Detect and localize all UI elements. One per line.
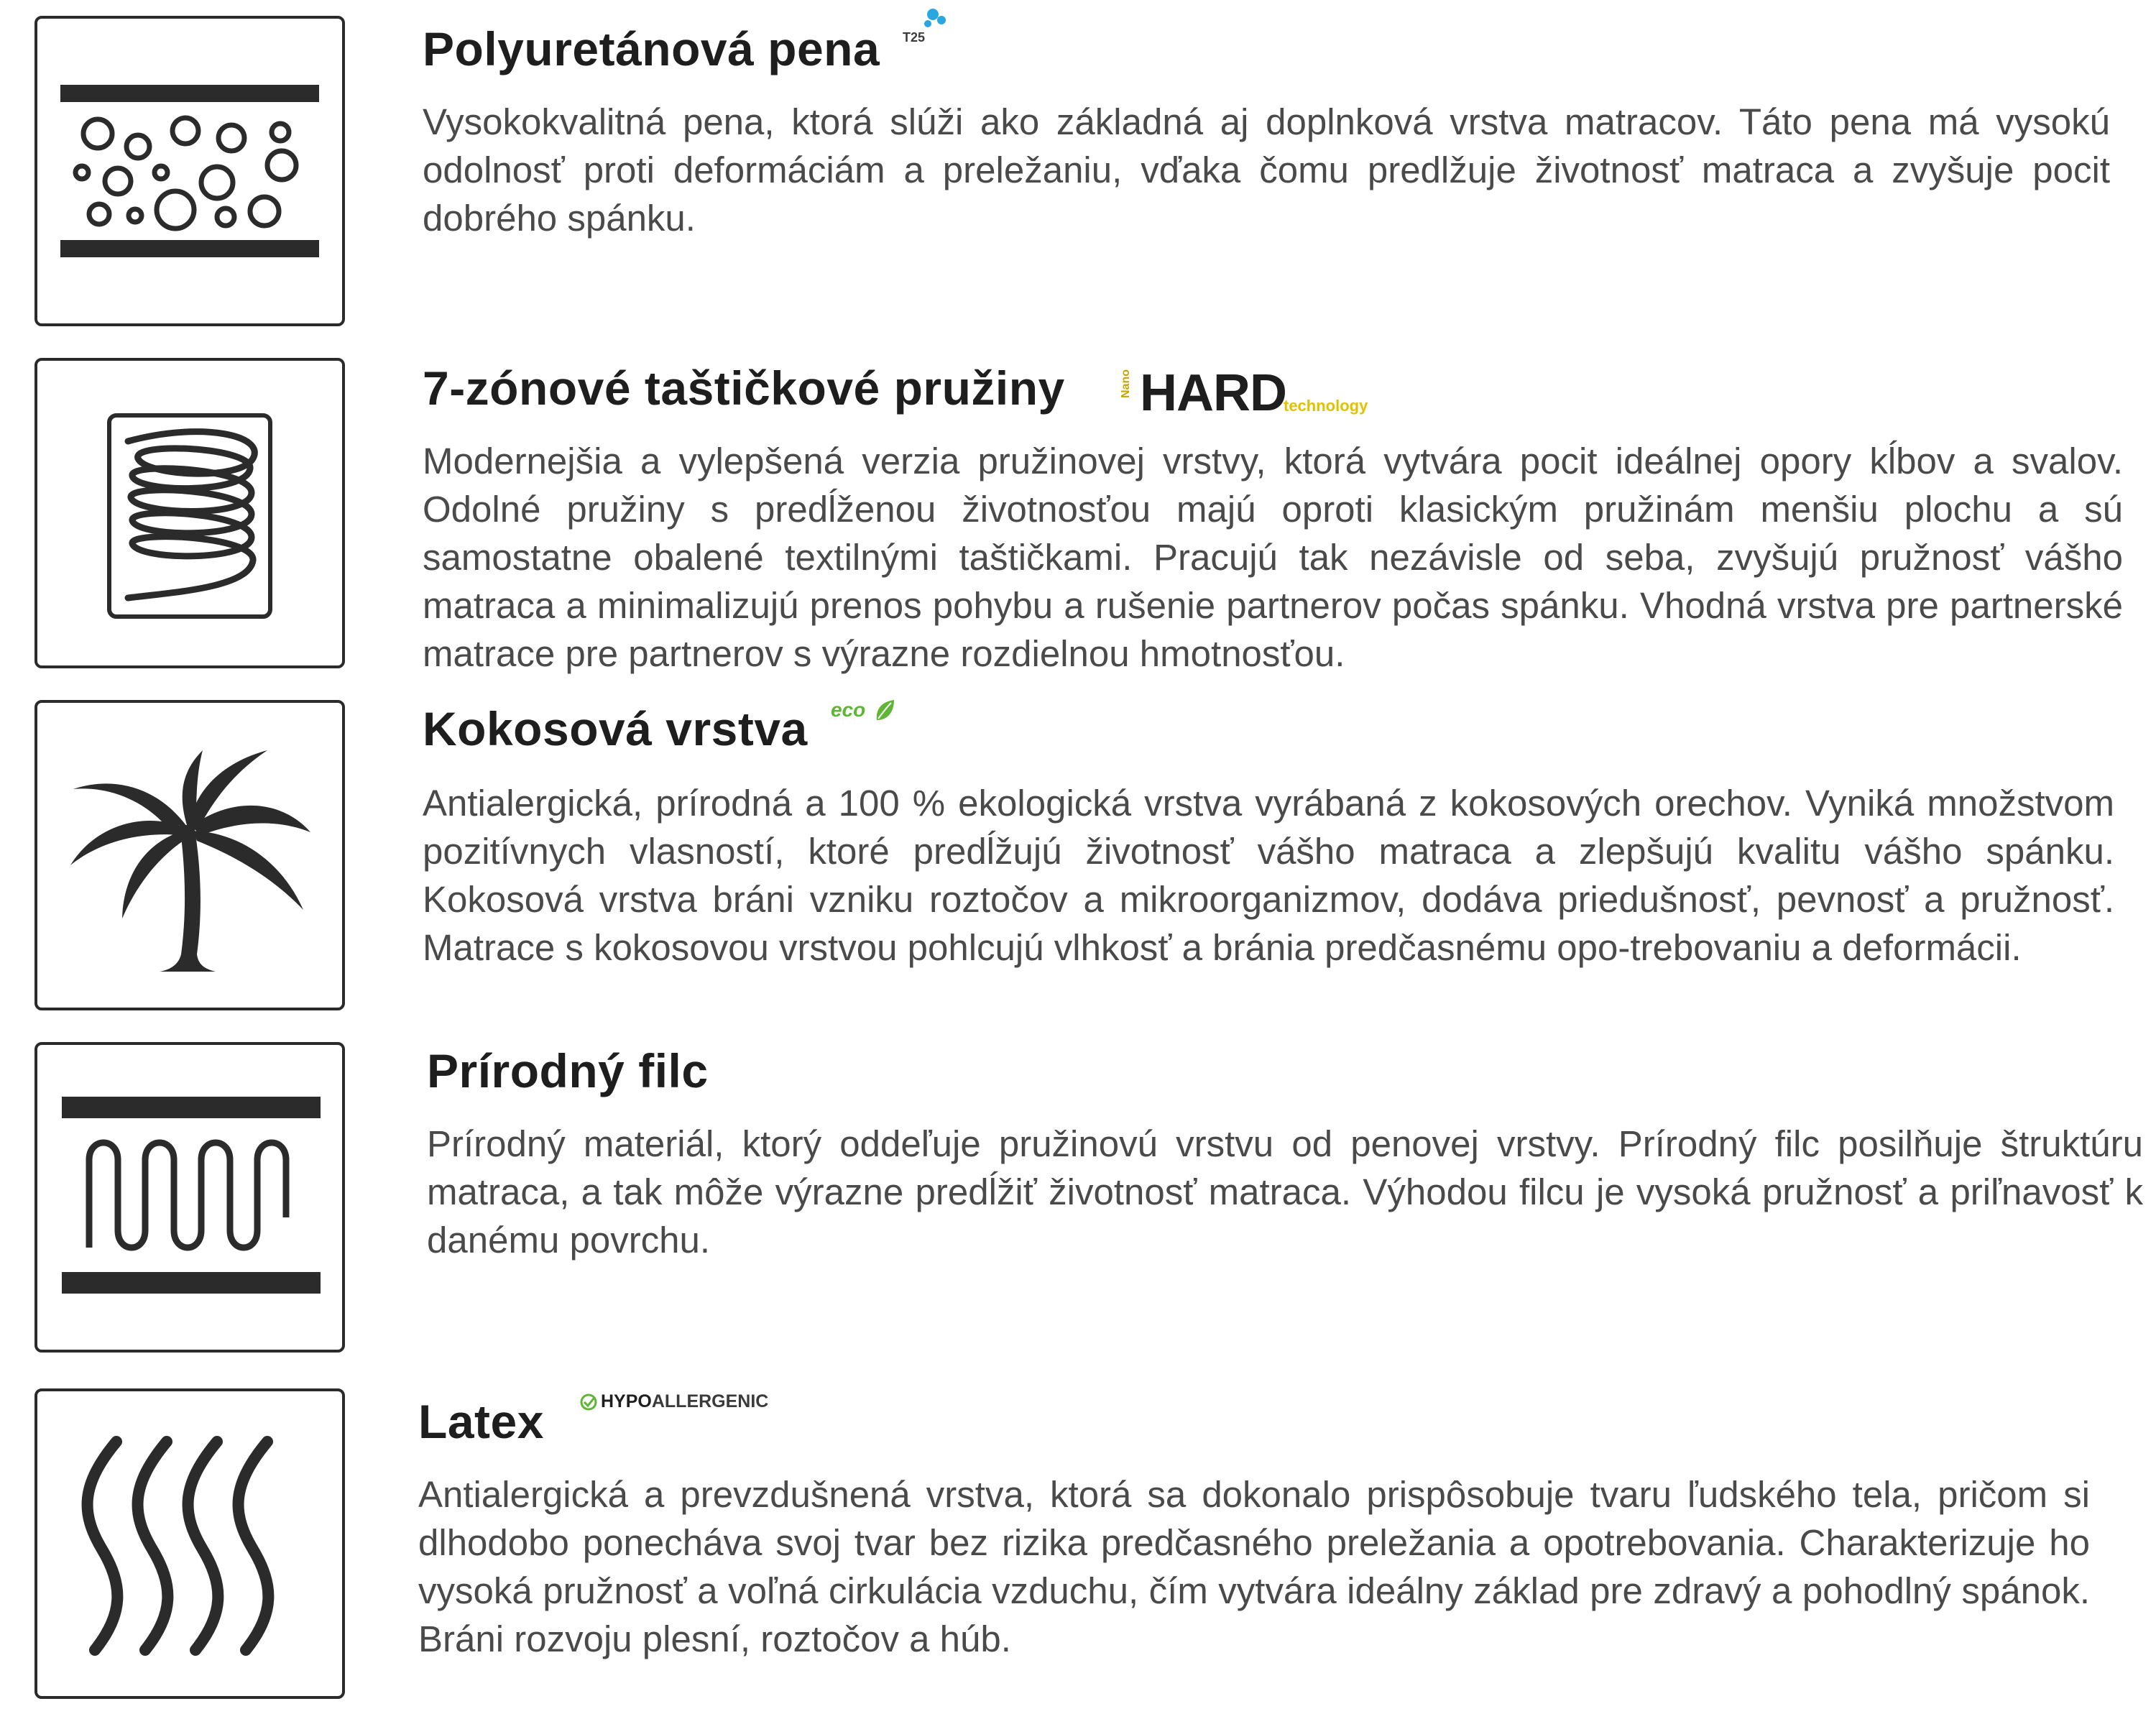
section-description: Modernejšia a vylepšená verzia pružinovej vrstvy, ktorá vytvára pocit ideálnej opory kĺbov a svalov. Odolné pružiny s predĺženou životnosťou majú oproti klasickým pružinám menšiu plochu a sú samostatne obalené textilnými taštičkami. Pracujú tak nezávisle od seba, zvyšujú pružnosť vášho matraca a minimalizujú prenos pohybu a rušenie partnerov počas spánku. Vhodná vrstva pre partnerské matrace pre partnerov s výrazne rozdielnou hmotnosťou. — [423, 441, 2123, 674]
nano-hard-badge — [1120, 364, 1393, 428]
section-description: Prírodný materiál, ktorý oddeľuje pružinovú vrstvu od penovej vrstvy. Prírodný filc posilňuje štruktúru matraca, a tak môže výrazne predĺžiť životnosť matraca. Výhodou filcu je vysoká pružnosť a priľnavosť k danému povrchu. — [427, 1123, 2143, 1261]
technology-label: technology — [1284, 397, 1368, 415]
droplet-icon — [924, 20, 931, 27]
droplet-icon — [937, 16, 946, 24]
section-description: Antialergická a prevzdušnená vrstva, ktorá sa dokonalo prispôsobuje tvaru ľudského tela, pričom si dlhodobo ponecháva svoj tvar bez rizika predčasného preležania a opotrebovania. Charakterizuje ho vysoká pružnosť a voľná cirkulácia vzduchu, čím vytvára ideálny základ pre zdravý a pohodlný spánok. Bráni rozvoju plesní, roztočov a húb. — [418, 1474, 2090, 1659]
hypo-label: HYPO — [601, 1391, 652, 1411]
palm-tree-icon-graphic — [37, 703, 342, 1008]
leaf-icon — [874, 699, 895, 723]
leaf-check-icon — [579, 1393, 598, 1411]
felt-zigzag-icon-graphic — [37, 1045, 342, 1350]
latex-waves-icon — [34, 1388, 345, 1699]
pocket-spring-icon-graphic — [37, 361, 342, 665]
eco-label: eco — [831, 699, 866, 721]
allergenic-label: ALLERGENIC — [651, 1391, 769, 1411]
foam-bubbles-icon — [34, 16, 345, 326]
latex-waves-icon-graphic — [37, 1391, 342, 1696]
heading-row-foam — [423, 22, 880, 76]
nano-label: Nano — [1120, 369, 1132, 398]
hard-label: HARD — [1140, 364, 1286, 422]
eco-badge — [831, 697, 910, 729]
heading-row-springs — [423, 361, 1065, 415]
section-title: Prírodný filc — [427, 1044, 709, 1097]
t25-badge — [903, 6, 953, 49]
palm-tree-icon — [34, 700, 345, 1010]
pocket-spring-icon — [34, 358, 345, 668]
foam-bubbles-icon-graphic — [37, 19, 342, 323]
felt-zigzag-icon — [34, 1042, 345, 1353]
section-description: Vysokokvalitná pena, ktorá slúži ako základná aj doplnková vrstva matracov. Táto pena má vysokú odolnosť proti deformáciám a preležaniu, vďaka čomu predlžuje životnosť matraca a zvyšuje pocit dobrého spánku. — [423, 101, 2110, 239]
section-title: Kokosová vrstva — [423, 702, 808, 755]
section-title: Latex — [418, 1395, 544, 1448]
section-title: Polyuretánová pena — [423, 22, 880, 75]
heading-row-felt — [427, 1043, 709, 1098]
heading-row-latex — [418, 1394, 544, 1449]
section-description: Antialergická, prírodná a 100 % ekologická vrstva vyrábaná z kokosových orechov. Vyniká množstvom pozitívnych vlasností, ktoré predĺžujú životnosť vášho matraca a zlepšujú kvalitu vášho spánku. Kokosová vrstva bráni vzniku roztočov a mikroorganizmov, dodáva priedušnosť, pevnosť a pružnosť. Matrace s kokosovou vrstvou pohlcujú vlhkosť a bránia predčasnému opo-trebovaniu a deformácii. — [423, 783, 2114, 968]
heading-row-coconut — [423, 701, 808, 756]
section-title: 7-zónové taštičkové pružiny — [423, 361, 1065, 415]
t25-label: T25 — [903, 30, 926, 45]
